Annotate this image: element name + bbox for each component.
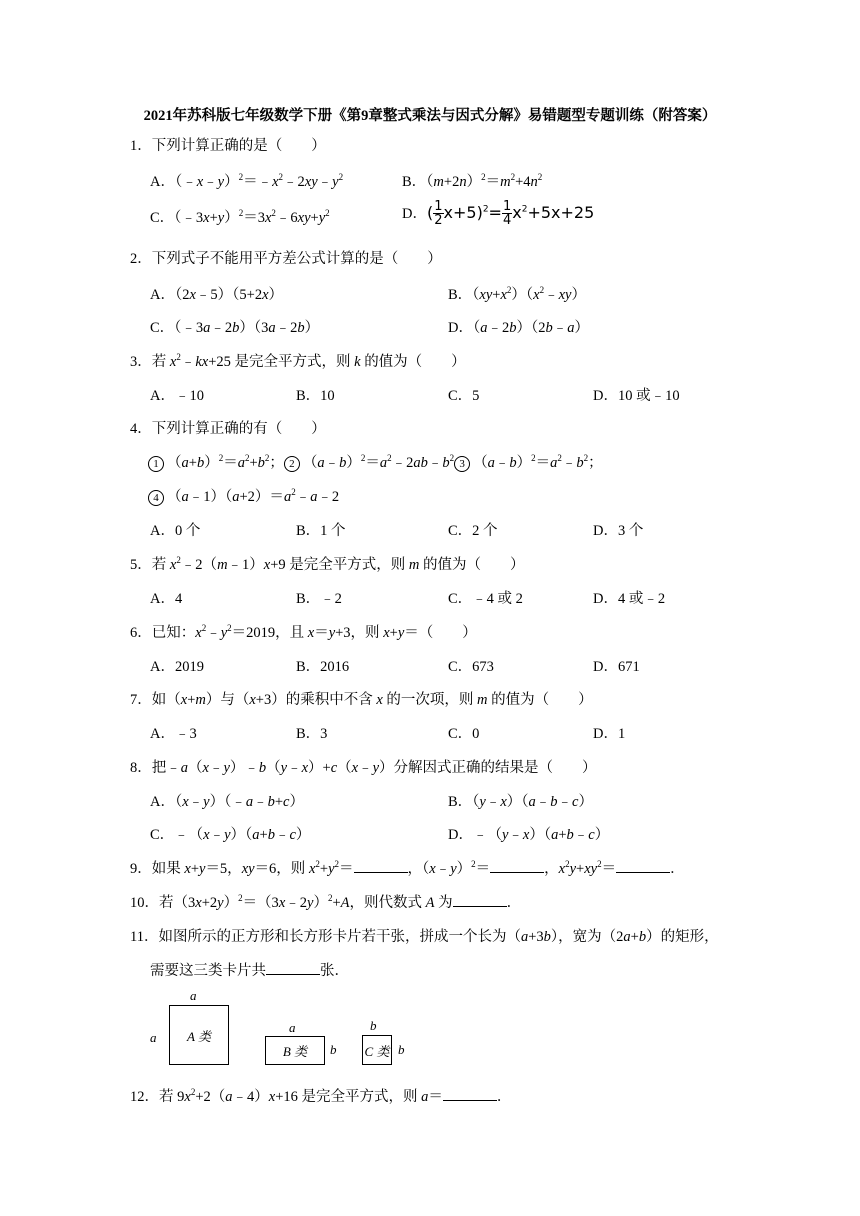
- question-1-option-c: C．$(﹣3x+y)^2=3x^2﹣6xy+y^2$: [150, 208, 330, 226]
- question-7-option-a: A．﹣3: [150, 726, 197, 742]
- question-5-stem: 5．若 $x^2﹣2(m﹣1)x+9$ 是完全平方式，则 m 的值为（ ）: [130, 555, 525, 573]
- question-5-option-a: A．4: [150, 591, 183, 607]
- question-1-stem: 1．下列计算正确的是（ ）: [130, 138, 326, 154]
- card-c-top-label: b: [370, 1018, 377, 1033]
- question-6-option-d: D．671: [593, 659, 640, 675]
- question-4-option-c: C．2 个: [448, 523, 498, 539]
- card-b-rectangle: B 类: [265, 1036, 325, 1065]
- question-6-option-c: C．673: [448, 659, 494, 675]
- question-3-option-b: B．10: [296, 388, 335, 404]
- question-7-option-d: D．1: [593, 726, 626, 742]
- question-4-stem: 4．下列计算正确的有（ ）: [130, 421, 326, 437]
- question-8-option-a: A．（x﹣y）（﹣a﹣b+c）: [150, 794, 304, 810]
- question-7-stem: 7．如（x+m）与（x+3）的乘积中不含 x 的一次项，则 m 的值为（ ）: [130, 692, 593, 708]
- question-2-stem: 2．下列式子不能用平方差公式计算的是（ ）: [130, 251, 442, 267]
- card-c-square: C 类: [362, 1035, 392, 1065]
- question-7-option-b: B．3: [296, 726, 328, 742]
- question-2-option-c: C．（﹣3a﹣2b）（3a﹣2b）: [150, 320, 320, 336]
- question-4-option-b: B．1 个: [296, 523, 346, 539]
- question-1-option-a: A．$(﹣x﹣y)^2=﹣x^2﹣2xy﹣y^2$: [150, 172, 344, 190]
- question-4-option-a: A．0 个: [150, 523, 201, 539]
- card-b-right-label: b: [330, 1042, 337, 1057]
- question-6-option-b: B．2016: [296, 659, 350, 675]
- card-c-right-label: b: [398, 1042, 405, 1057]
- question-3-option-d: D．10 或﹣10: [593, 388, 680, 404]
- question-7-option-c: C．0: [448, 726, 480, 742]
- question-4-option-d: D．3 个: [593, 523, 644, 539]
- card-a-square: A 类: [169, 1005, 229, 1065]
- question-6-stem: 6．已知：$x^2﹣y^2=2019$，且 x＝y+3，则 x+y＝（ ）: [130, 623, 477, 641]
- question-4-statements-line2: 4 $(a﹣1)(a+2)=a^2﹣a﹣2$: [148, 485, 339, 506]
- question-6-option-a: A．2019: [150, 659, 204, 675]
- card-b-top-label: a: [289, 1020, 296, 1035]
- question-11-line2: 需要这三类卡片共 张．: [150, 963, 349, 979]
- question-3-option-c: C．5: [448, 388, 480, 404]
- question-11-stem: 11．如图所示的正方形和长方形卡片若干张，拼成一个长为（a+3b），宽为（2a+b）的矩形，: [130, 929, 719, 945]
- question-12-stem: 12．若 $9x^2+2(a﹣4)x+16$ 是完全平方式，则 a＝ ．: [130, 1087, 512, 1105]
- page-title: 2021年苏科版七年级数学下册《第9章整式乘法与因式分解》易错题型专题训练（附答案）: [143, 108, 717, 124]
- question-1-option-b: B．$(m+2n)^2=m^2+4n^2$: [402, 172, 543, 190]
- cards-figure: [140, 988, 420, 1068]
- question-2-option-a: A．（2x﹣5）（5+2x）: [150, 287, 284, 303]
- question-2-option-d: D．（a﹣2b）（2b﹣a）: [448, 320, 589, 336]
- card-a-top-label: a: [190, 988, 197, 1003]
- question-8-option-c: C．﹣（x﹣y）（a+b﹣c）: [150, 827, 311, 843]
- question-9-stem: 9．如果 x+y＝5，xy＝6，则 $x^2+y^2=$ ，（x﹣y）$^2$＝ ，$x^2y+xy^2=$ ．: [130, 859, 685, 877]
- card-a-left-label: a: [150, 1030, 157, 1045]
- question-5-option-d: D．4 或﹣2: [593, 591, 666, 607]
- question-5-option-b: B．﹣2: [296, 591, 342, 607]
- question-2-option-b: B．$(xy+x^2)(x^2﹣xy)$: [448, 285, 586, 303]
- question-8-option-d: D．﹣（y﹣x）（a+b﹣c）: [448, 827, 610, 843]
- question-1-option-d: D．( $\frac{1}{2}$ x+5)$^2$= $\frac{1}{4}$ $x^2+5x+25$: [402, 199, 595, 228]
- question-3-stem: 3．若 $x^2﹣kx+25$ 是完全平方式，则 k 的值为（ ）: [130, 352, 466, 370]
- question-10-stem: 10．若$(3x+2y)^2=(3x﹣2y)^2+A$，则代数式 A 为 ．: [130, 893, 522, 911]
- question-3-option-a: A．﹣10: [150, 388, 204, 404]
- question-5-option-c: C．﹣4 或 2: [448, 591, 523, 607]
- question-8-option-b: B．（y﹣x）（a﹣b﹣c）: [448, 794, 593, 810]
- question-4-statements-line1: 1 $(a+b)^2=a^2+b^2$； 2 $(a﹣b)^2=a^2﹣2ab﹣b^2$ 3 $(a﹣b)^2=a^2﹣b^2$；: [148, 451, 603, 472]
- question-8-stem: 8．把﹣a（x﹣y）﹣b（y﹣x）+c（x﹣y）分解因式正确的结果是（ ）: [130, 760, 597, 776]
